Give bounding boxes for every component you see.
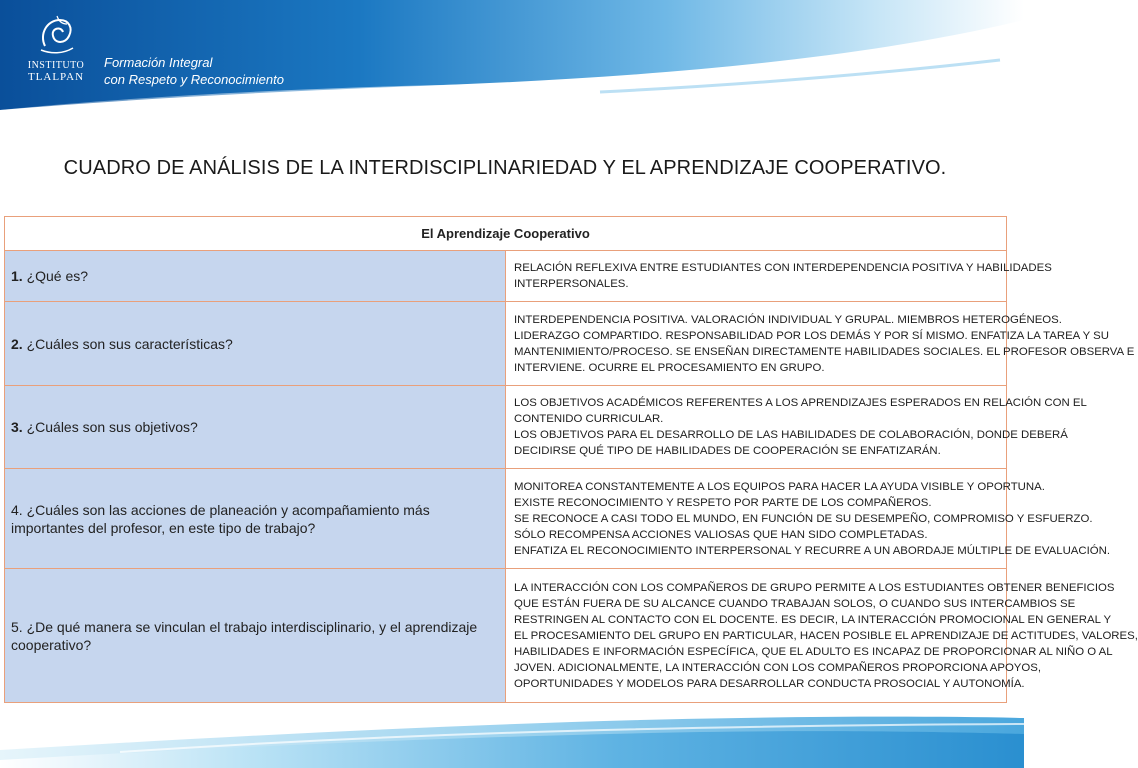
answer-line: INTERPERSONALES. (514, 278, 629, 290)
answer-cell (506, 469, 1111, 569)
question-text: ¿De qué manera se vinculan el trabajo interdisciplinario, y el aprendizaje cooperativo? (11, 618, 478, 653)
table-row (5, 469, 1007, 569)
slogan-line-1: Formación Integral (104, 55, 213, 70)
slogan (104, 54, 284, 88)
answer-line: SE RECONOCE A CASI TODO EL MUNDO, EN FUNCIÓN DE SU DESEMPEÑO, COMPROMISO Y ESFUERZO. (514, 512, 1093, 525)
answer-line: INTERVIENE. OCURRE EL PROCESAMIENTO EN GRUPO. (514, 361, 825, 374)
answer-line: LOS OBJETIVOS ACADÉMICOS REFERENTES A LOS APRENDIZAJES ESPERADOS EN RELACIÓN CON EL (514, 397, 1087, 409)
question-number: 3. (11, 419, 23, 435)
table-header: El Aprendizaje Cooperativo (5, 217, 1007, 251)
page-title: CUADRO DE ANÁLISIS DE LA INTERDISCIPLINARIEDAD Y EL APRENDIZAJE COOPERATIVO. (63, 157, 947, 179)
answer-line: RELACIÓN REFLEXIVA ENTRE ESTUDIANTES CON INTERDEPENDENCIA POSITIVA Y HABILIDADES (514, 262, 1052, 274)
question-number: 5. (11, 618, 23, 635)
question-cell (5, 302, 506, 386)
answer-line: RESTRINGEN AL CONTACTO CON EL DOCENTE. ES DECIR, LA INTERACCIÓN PROMOCIONAL EN GENERAL Y (514, 613, 1112, 626)
answer-cell (506, 386, 1087, 469)
question-text: ¿Cuáles son las acciones de planeación y acompañamiento más importantes del profesor, en este tipo de trabajo? (11, 501, 430, 536)
question-text: ¿Cuáles son sus características? (26, 335, 233, 352)
table-row (5, 302, 1007, 386)
question-number: 1. (11, 268, 23, 284)
answer-line: DECIDIRSE QUÉ TIPO DE HABILIDADES DE COOPERACIÓN SE ENFATIZARÁN. (514, 445, 941, 457)
answer-cell (506, 251, 1052, 302)
answer-line: LOS OBJETIVOS PARA EL DESARROLLO DE LAS HABILIDADES DE COLABORACIÓN, DONDE DEBERÁ (514, 429, 1068, 441)
logo-emblem-icon (33, 12, 79, 58)
answer-line: LA INTERACCIÓN CON LOS COMPAÑEROS DE GRUPO PERMITE A LOS ESTUDIANTES OBTENER BENEFICIOS (514, 581, 1115, 594)
table-row (5, 251, 1007, 302)
answer-line: QUE ESTÁN FUERA DE SU ALCANCE CUANDO TRABAJAN SOLOS, O CUANDO SUS INTERCAMBIOS SE (514, 597, 1076, 610)
logo-text-institute: INSTITUTO (27, 60, 85, 71)
question-text: ¿Cuáles son sus objetivos? (26, 419, 198, 435)
answer-line: LIDERAZGO COMPARTIDO. RESPONSABILIDAD POR LOS DEMÁS Y POR SÍ MISMO. ENFATIZA LA TAREA Y SU (514, 329, 1109, 342)
slogan-line-2: con Respeto y Reconocimiento (104, 72, 284, 87)
question-cell (5, 569, 506, 703)
table-row (5, 386, 1007, 469)
table-row (5, 569, 1007, 703)
answer-line: SÓLO RECOMPENSA ACCIONES VALIOSAS QUE HAN SIDO COMPLETADAS. (514, 528, 928, 541)
answer-line: INTERDEPENDENCIA POSITIVA. VALORACIÓN INDIVIDUAL Y GRUPAL. MIEMBROS HETEROGÉNEOS. (514, 313, 1062, 326)
answer-line: HABILIDADES E INFORMACIÓN ESPECÍFICA, QUE EL ADULTO ES INCAPAZ DE PROPORCIONAR AL NIÑO O AL (514, 645, 1113, 658)
question-number: 4. (11, 501, 23, 518)
answer-line: MANTENIMIENTO/PROCESO. SE ENSEÑAN DIRECTAMENTE HABILIDADES SOCIALES. EL PROFESOR OBSERVA E (514, 345, 1135, 358)
question-text: ¿Qué es? (26, 268, 89, 284)
logo-text-tlalpan: TLALPAN (27, 71, 85, 83)
logo (20, 12, 92, 94)
footer-wave (0, 700, 1024, 768)
answer-line: EXISTE RECONOCIMIENTO Y RESPETO POR PARTE DE LOS COMPAÑEROS. (514, 496, 932, 509)
answer-line: MONITOREA CONSTANTEMENTE A LOS EQUIPOS PARA HACER LA AYUDA VISIBLE Y OPORTUNA. (514, 480, 1045, 493)
question-number: 2. (11, 335, 23, 352)
answer-line: EL PROCESAMIENTO DEL GRUPO EN PARTICULAR, HACEN POSIBLE EL APRENDIZAJE DE ACTITUDES, VALORES, (514, 629, 1138, 642)
answer-cell (506, 302, 1135, 386)
answer-line: CONTENIDO CURRICULAR. (514, 413, 664, 425)
cooperative-learning-table (4, 216, 1138, 703)
question-cell (5, 251, 506, 302)
answer-cell (506, 569, 1138, 703)
table-header-row (5, 217, 1007, 251)
answer-line: ENFATIZA EL RECONOCIMIENTO INTERPERSONAL Y RECURRE A UN ABORDAJE MÚLTIPLE DE EVALUACIÓN. (514, 544, 1111, 557)
answer-line: OPORTUNIDADES Y MODELOS PARA DESARROLLAR CONDUCTA PROSOCIAL Y AUTONOMÍA. (514, 677, 1025, 690)
question-cell (5, 469, 506, 569)
answer-line: JOVEN. ADICIONALMENTE, LA INTERACCIÓN CON LOS COMPAÑEROS PROPORCIONA APOYOS, (514, 661, 1042, 674)
question-cell (5, 386, 506, 469)
